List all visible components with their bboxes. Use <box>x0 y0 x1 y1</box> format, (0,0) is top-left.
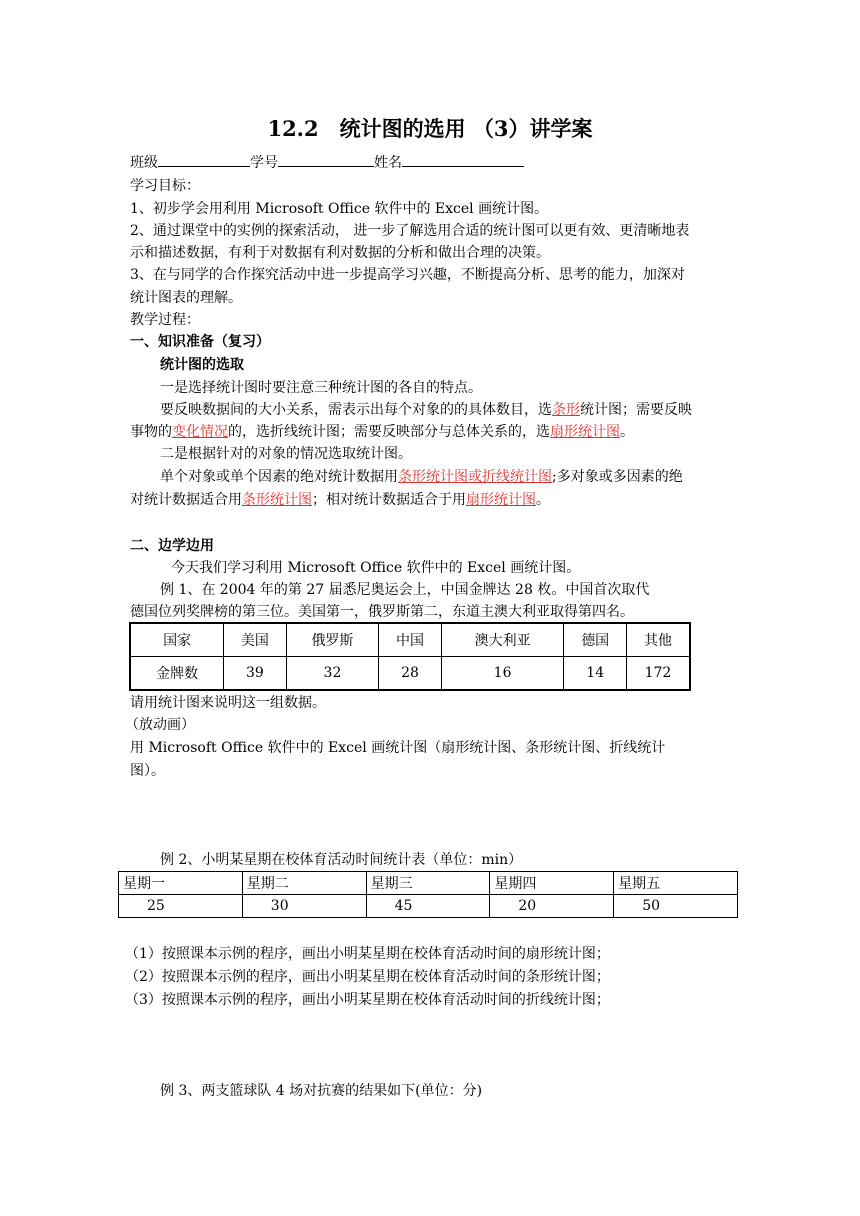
process-heading: 教学过程： <box>130 312 200 328</box>
use-excel-line-1: 用 Microsoft Office 软件中的 Excel 画统计图（扇形统计图、条形统计图、折线统计 <box>130 740 666 756</box>
answer-bar-chart: 条形 <box>552 402 580 418</box>
question-1: （1）按照课本示例的程序，画出小明某星期在校体育活动时间的扇形统计图； <box>125 946 610 962</box>
table-cell: 金牌数 <box>130 657 224 691</box>
name-blank[interactable] <box>402 152 524 167</box>
table-cell: 星期一 <box>119 872 243 895</box>
section-1-para-2-line-2 <box>130 421 735 443</box>
text-span: 。 <box>620 424 634 440</box>
goals-heading: 学习目标： <box>130 178 200 194</box>
class-label: 班级 <box>130 155 158 171</box>
section-1-heading: 一、知识准备（复习） <box>130 334 270 350</box>
table-row <box>119 872 738 895</box>
text-span: 要反映数据间的大小关系，需表示出每个对象的的具体数目，选 <box>160 402 552 418</box>
page-title: 12.2 统计图的选用 （3）讲学案 <box>267 116 593 141</box>
use-excel-line-2: 图）。 <box>130 763 165 779</box>
table-row <box>119 895 738 918</box>
text-span: 的，选折线统计图；需要反映部分与总体关系的，选 <box>228 424 550 440</box>
table-row <box>130 657 690 691</box>
section-1-para-4-line-2 <box>130 489 735 511</box>
example-3-heading: 例 3、两支篮球队 4 场对抗赛的结果如下(单位：分) <box>160 1083 483 1099</box>
table-cell: 50 <box>614 895 738 918</box>
table-cell: 45 <box>366 895 490 918</box>
after-table-1: 请用统计图来说明这一组数据。 <box>130 695 326 711</box>
goal-2-line-2: 示和描述数据，有利于对数据有利对数据的分析和做出合理的决策。 <box>130 245 550 261</box>
table-cell: 25 <box>119 895 243 918</box>
table-cell: 俄罗斯 <box>286 623 379 657</box>
text-span: ；相对统计数据适合于用 <box>312 492 466 508</box>
table-cell: 国家 <box>130 623 224 657</box>
number-blank[interactable] <box>278 152 374 167</box>
animation-note: （放动画） <box>125 717 195 733</box>
example-2-heading: 例 2、小明某星期在校体育活动时间统计表（单位：min） <box>160 852 523 868</box>
table-row <box>130 623 690 657</box>
student-info-line <box>130 152 735 174</box>
table-cell: 美国 <box>224 623 286 657</box>
text-span: 统计图；需要反映 <box>580 402 692 418</box>
example-1-line-1: 例 1、在 2004 年的第 27 届悉尼奥运会上，中国金牌达 28 枚。中国首次取代 <box>160 582 650 598</box>
table-cell: 172 <box>626 657 690 691</box>
table-cell: 32 <box>286 657 379 691</box>
section-1-para-1: 一是选择统计图时要注意三种统计图的各自的特点。 <box>160 380 482 396</box>
table-cell: 14 <box>564 657 626 691</box>
goal-1: 1、初步学会用利用 Microsoft Office 软件中的 Excel 画统计图。 <box>130 201 549 217</box>
table-cell: 其他 <box>626 623 690 657</box>
answer-pie-chart-2: 扇形统计图 <box>466 492 536 508</box>
activity-time-table <box>118 871 738 918</box>
section-2-heading: 二、边学边用 <box>130 538 214 554</box>
table-cell: 20 <box>490 895 614 918</box>
section-1-para-3: 二是根据针对的对象的情况选取统计图。 <box>160 446 412 462</box>
section-1-para-2-line-1 <box>160 399 765 421</box>
number-label: 学号 <box>250 155 278 171</box>
table-cell: 星期四 <box>490 872 614 895</box>
question-2: （2）按照课本示例的程序，画出小明某星期在校体育活动时间的条形统计图； <box>125 969 610 985</box>
table-cell: 28 <box>379 657 441 691</box>
text-span: 事物的 <box>130 424 172 440</box>
question-3: （3）按照课本示例的程序，画出小明某星期在校体育活动时间的折线统计图； <box>125 992 610 1008</box>
table-cell: 星期三 <box>366 872 490 895</box>
goal-2-line-1: 2、通过课堂中的实例的探索活动， 进一步了解选用合适的统计图可以更有效、更清晰地表 <box>130 223 690 239</box>
table-cell: 中国 <box>379 623 441 657</box>
answer-bar-or-line-chart: 条形统计图或折线统计图 <box>398 469 552 485</box>
table-cell: 39 <box>224 657 286 691</box>
table-cell: 澳大利亚 <box>441 623 564 657</box>
table-cell: 星期五 <box>614 872 738 895</box>
goal-3-line-1: 3、在与同学的合作探究活动中进一步提高学习兴趣，不断提高分析、思考的能力，加深对 <box>130 267 685 283</box>
class-blank[interactable] <box>158 152 250 167</box>
gold-medal-table <box>129 622 691 691</box>
section-1-subheading: 统计图的选取 <box>160 357 244 373</box>
table-cell: 30 <box>242 895 366 918</box>
example-1-line-2: 德国位列奖牌榜的第三位。美国第一，俄罗斯第二，东道主澳大利亚取得第四名。 <box>130 604 634 620</box>
answer-bar-chart-2: 条形统计图 <box>242 492 312 508</box>
table-cell: 16 <box>441 657 564 691</box>
text-span: 单个对象或单个因素的绝对统计数据用 <box>160 469 398 485</box>
answer-change-trend: 变化情况 <box>172 424 228 440</box>
text-span: 。 <box>536 492 550 508</box>
text-span: 对统计数据适合用 <box>130 492 242 508</box>
goal-3-line-2: 统计图表的理解。 <box>130 290 242 306</box>
text-span: ;多对象或多因素的绝 <box>552 469 683 485</box>
answer-pie-chart: 扇形统计图 <box>550 424 620 440</box>
section-2-intro: 今天我们学习利用 Microsoft Office 软件中的 Excel 画统计图。 <box>171 560 581 576</box>
table-cell: 德国 <box>564 623 626 657</box>
table-cell: 星期二 <box>242 872 366 895</box>
name-label: 姓名 <box>374 155 402 171</box>
section-1-para-4-line-1 <box>160 466 765 488</box>
